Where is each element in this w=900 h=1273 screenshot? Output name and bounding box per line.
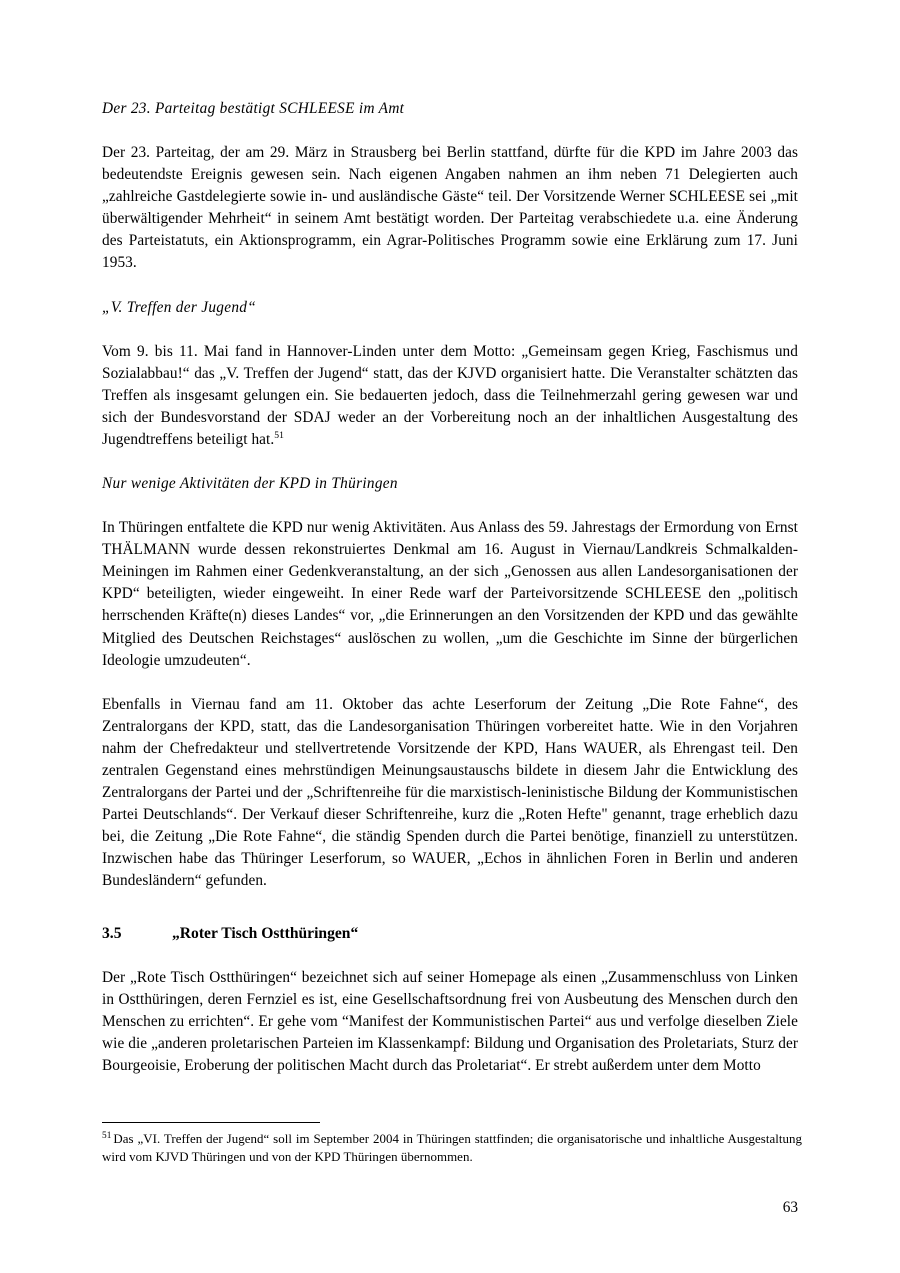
spacer (102, 945, 798, 967)
spacer (102, 893, 798, 923)
paragraph-treffen-jugend-text: Vom 9. bis 11. Mai fand in Hannover-Linden unter dem Motto: „Gemeinsam gegen Krieg, Faschismus und Sozialabbau!“ das „V. Treffen der Jugend“ statt, das der KJVD organisiert hatte. Die Veranstalter schätzten das Treffen als insgesamt gelungen ein. Sie bedauerten jedoch, dass die Teilnehmerzahl gering gewesen war und sich der Bundesvorstand der SDAJ weder an der Vorbereitung noch an der inhaltlichen Ausgestaltung des Jugendtreffens beteiligt hat. (102, 342, 798, 448)
section-heading-3-5 (102, 923, 798, 945)
footnote-area (102, 1122, 802, 1167)
paragraph-treffen-jugend (102, 341, 798, 451)
subheading-parteitag: Der 23. Parteitag bestätigt SCHLEESE im Amt (102, 100, 405, 117)
paragraph-roter-tisch: Der „Rote Tisch Ostthüringen“ bezeichnet sich auf seiner Homepage als einen „Zusammenschluss von Linken in Ostthüringen, deren Fernziel es ist, eine Gesellschaftsordnung frei von Ausbeutung des Menschen durch den Menschen zu errichten“. Er gehe vom “Manifest der Kommunistischen Partei“ aus und verfolge dieselben Ziele wie die „anderen proletarischen Parteien im Klassenkampf: Bildung und Organisation des Proletariats, Sturz der Bourgeoisie, Eroberung der politischen Macht durch das Proletariat“. Er strebt außerdem unter dem Motto (102, 968, 798, 1074)
paragraph-thueringen-1: In Thüringen entfaltete die KPD nur wenig Aktivitäten. Aus Anlass des 59. Jahrestags der Ermordung von Ernst THÄLMANN wurde dessen rekonstruiertes Denkmal am 16. August in Viernau/Landkreis Schmalkalden-Meiningen im Rahmen einer Gedenkveranstaltung, an der sich „Genossen aus allen Landesorganisationen der KPD“ beteiligten, wieder eingeweiht. In einer Rede warf der Parteivorsitzende SCHLEESE den „politisch herrschenden Kräfte(n) dieses Landes“ vor, „die Erinnerungen an den Vorsitzenden der KPD und das gewählte Mitglied des Deutschen Reichstages“ auslöschen zu wollen, „um die Geschichte im Sinne der bürgerlichen Ideologie umzudeuten“. (102, 519, 798, 669)
section-number: 3.5 (102, 924, 122, 942)
spacer (102, 672, 798, 694)
footnote-separator-rule (102, 1122, 320, 1123)
page-number: 63 (782, 1199, 798, 1216)
footnote-text: Das „VI. Treffen der Jugend“ soll im September 2004 in Thüringen stattfinden; die organisatorische und inhaltliche Ausgestaltung wird vom KJVD Thüringen und von der KPD Thüringen übernommen. (102, 1132, 802, 1165)
page-content (102, 98, 798, 1077)
footnote-reference-51[interactable]: 51 (274, 429, 285, 441)
section-title: „Roter Tisch Ostthüringen“ (172, 924, 359, 942)
spacer (102, 275, 798, 297)
subheading-treffen-jugend: „V. Treffen der Jugend“ (102, 298, 257, 316)
paragraph-parteitag: Der 23. Parteitag, der am 29. März in Strausberg bei Berlin stattfand, dürfte für die KPD im Jahre 2003 das bedeutendste Ereignis gewesen sein. Nach eigenen Angaben nahmen an ihm neben 71 Delegierten auch „zahlreiche Gastdelegierte sowie in- und ausländische Gäste“ teil. Der Vorsitzende Werner SCHLEESE sei „mit überwältigender Mehrheit“ in seinem Amt bestätigt worden. Der Parteitag verabschiedete u.a. eine Änderung des Parteistatuts, ein Aktionsprogramm, ein Agrar-Politisches Programm sowie eine Erklärung zum 17. Juni 1953. (102, 144, 798, 272)
footnote-51 (102, 1130, 802, 1167)
spacer (102, 495, 798, 517)
spacer (102, 451, 798, 473)
footnote-marker: 51 (102, 1130, 112, 1141)
spacer (102, 319, 798, 341)
spacer (102, 120, 798, 142)
subheading-thueringen: Nur wenige Aktivitäten der KPD in Thüringen (102, 475, 398, 493)
paragraph-thueringen-2: Ebenfalls in Viernau fand am 11. Oktober das achte Leserforum der Zeitung „Die Rote Fahne“, des Zentralorgans der KPD, statt, das die Landesorganisation Thüringen vorbereitet hatte. Wie in den Vorjahren nahm der Chefredakteur und stellvertretende Vorsitzende der KPD, Hans WAUER, als Ehrengast teil. Den zentralen Gegenstand eines mehrstündigen Meinungsaustauschs bildete in diesem Jahr die Entwicklung des Zentralorgans der Partei und der „Schriftenreihe für die marxistisch-leninistische Bildung der Kommunistischen Partei Deutschlands“. Der Verkauf dieser Schriftenreihe, kurz die „Roten Hefte" genannt, trage erheblich dazu bei, die Zeitung „Die Rote Fahne“, die ständig Spenden durch die Partei benötige, finanziell zu unterstützen. Inzwischen habe das Thüringer Leserforum, so WAUER, „Echos in ähnlichen Foren in Berlin und anderen Bundesländern“ gefunden. (102, 695, 798, 890)
